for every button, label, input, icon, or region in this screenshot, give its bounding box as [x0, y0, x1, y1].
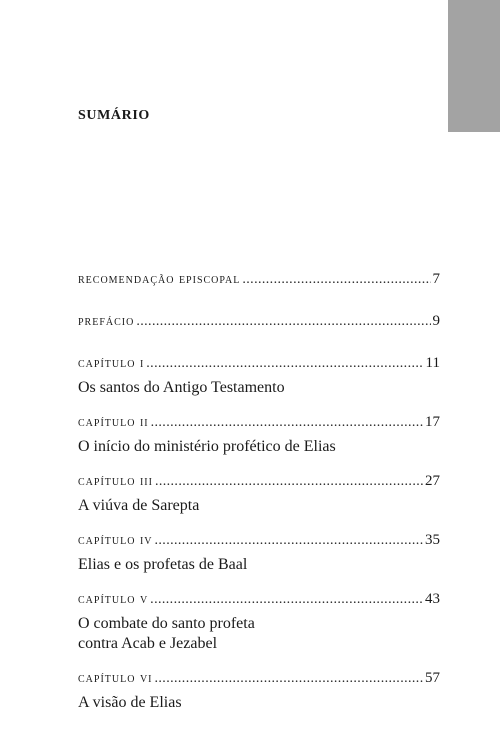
toc-entry-label: capítulo i — [78, 356, 145, 371]
toc-entry-capitulo-1[interactable] — [78, 353, 440, 398]
dot-leader — [155, 531, 424, 551]
toc-page-number: 17 — [425, 414, 440, 430]
dot-leader — [150, 590, 423, 610]
toc-entry-row — [78, 311, 440, 332]
toc-entry-capitulo-3[interactable] — [78, 471, 440, 516]
toc-chapter-title-line: A viúva de Sarepta — [78, 497, 200, 514]
toc-entry-row — [78, 269, 440, 290]
toc-chapter-title — [78, 555, 440, 575]
toc-chapter-title — [78, 614, 440, 654]
toc-chapter-title-line: Elias e os profetas de Baal — [78, 556, 248, 573]
toc-entry-row — [78, 530, 440, 551]
toc-chapter-title — [78, 378, 440, 398]
page-title: SUMÁRIO — [78, 108, 150, 123]
toc-page-number: 11 — [425, 355, 440, 371]
toc-entry-label: prefácio — [78, 314, 135, 329]
dot-leader — [151, 413, 423, 433]
dot-leader — [136, 312, 430, 332]
side-tab-marker — [448, 0, 500, 132]
dot-leader — [155, 472, 423, 492]
toc-page-number: 43 — [425, 591, 440, 607]
toc-entry-capitulo-6[interactable] — [78, 668, 440, 713]
toc-entry-capitulo-5[interactable] — [78, 589, 440, 654]
toc-entry-capitulo-2[interactable] — [78, 412, 440, 457]
toc-entry-recomendacao[interactable] — [78, 269, 440, 290]
toc-page-number: 9 — [432, 313, 440, 329]
toc-page-number: 27 — [425, 473, 440, 489]
toc-chapter-title — [78, 693, 440, 713]
toc-chapter-title-line: Os santos do Antigo Testamento — [78, 379, 285, 396]
toc-entry-row — [78, 412, 440, 433]
toc-entry-label: capítulo vi — [78, 671, 153, 686]
toc-page-number: 35 — [425, 532, 440, 548]
toc-chapter-title-line: A visão de Elias — [78, 694, 182, 711]
dot-leader — [242, 270, 430, 290]
toc-chapter-title-line: contra Acab e Jezabel — [78, 635, 218, 652]
toc-chapter-title-line: O combate do santo profeta — [78, 615, 255, 632]
toc-entry-row — [78, 471, 440, 492]
toc-entry-label: capítulo iii — [78, 474, 153, 489]
toc-page-number: 7 — [432, 271, 440, 287]
toc-chapter-title-line: O início do ministério profético de Elias — [78, 438, 336, 455]
toc-entry-row — [78, 353, 440, 374]
dot-leader — [146, 354, 423, 374]
toc-entry-label: capítulo ii — [78, 415, 149, 430]
toc-entry-capitulo-4[interactable] — [78, 530, 440, 575]
dot-leader — [155, 669, 424, 689]
toc-entry-row — [78, 589, 440, 610]
table-of-contents — [78, 269, 440, 713]
toc-chapter-title — [78, 437, 440, 457]
toc-entry-row — [78, 668, 440, 689]
toc-entry-prefacio[interactable] — [78, 311, 440, 332]
toc-chapter-title — [78, 496, 440, 516]
toc-entry-label: capítulo v — [78, 592, 149, 607]
toc-entry-label: capítulo iv — [78, 533, 153, 548]
toc-page-number: 57 — [425, 670, 440, 686]
toc-entry-label: recomendação episcopal — [78, 272, 241, 287]
